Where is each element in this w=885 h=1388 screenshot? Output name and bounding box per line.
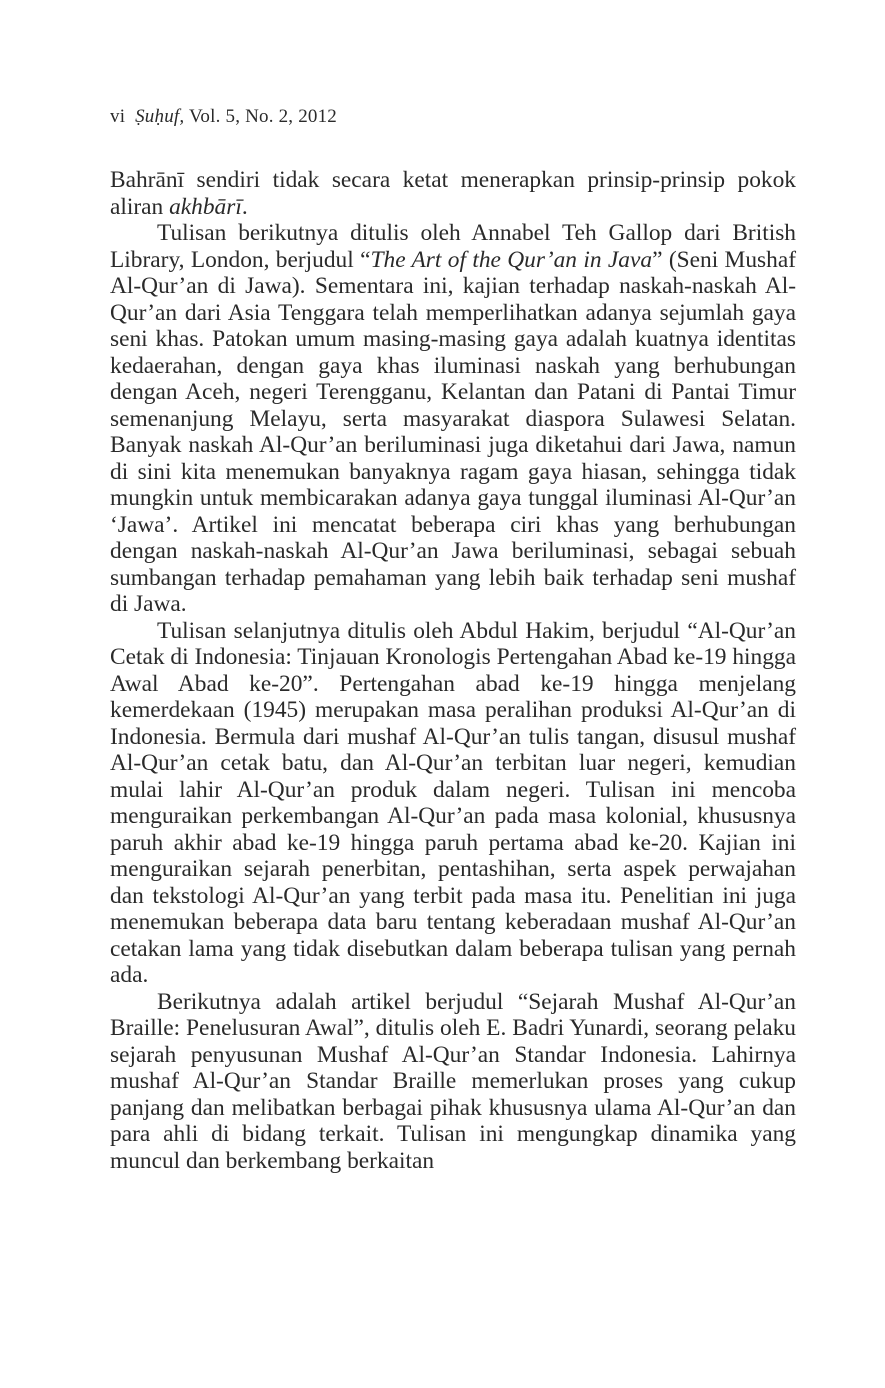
page-number: vi: [110, 106, 126, 127]
journal-issue: Vol. 5, No. 2, 2012: [188, 106, 338, 127]
italic-text: The Art of the Qur’an in Java: [370, 246, 653, 273]
running-header: [110, 106, 337, 128]
text-segment: ” (Seni Mushaf Al-Qur’an di Jawa). Sementara ini, kajian terhadap naskah-naskah Al-Qur’an dari Asia Tenggara telah memperlihatkan adanya sejumlah gaya seni khas. Patokan umum masing-masing gaya adalah kuatnya identitas kedaerahan, dengan gaya khas iluminasi naskah yang berhubungan dengan Aceh, negeri Terengganu, Kelantan dan Patani di Pantai Timur semenanjung Melayu, serta masyarakat diaspora Sulawesi Selatan. Banyak naskah Al-Qur’an beriluminasi juga diketahui dari Jawa, namun di sini kita menemukan banyaknya ragam gaya hiasan, sehingga tidak mungkin untuk membicarakan adanya gaya tunggal iluminasi Al-Qur’an ‘Jawa’. Artikel ini mencatat beberapa ciri khas yang berhubungan dengan naskah-naskah Al-Qur’an Jawa beriluminasi, sebagai sebuah sumbangan terhadap pemahaman yang lebih baik terhadap seni mushaf di Jawa.: [110, 246, 797, 617]
paragraph: [110, 167, 796, 220]
paragraph: [110, 989, 796, 1175]
journal-title: Ṣuḥuf,: [135, 106, 185, 127]
body-text: [110, 167, 796, 1174]
text-segment: Tulisan selanjutnya ditulis oleh Abdul Hakim, berjudul “Al-Qur’an Cetak di Indonesia: Tinjauan Kronologis Pertengahan Abad ke-19 hingga Awal Abad ke-20”. Pertengahan abad ke-19 hingga menjelang kemerdekaan (1945) merupakan masa peralihan produksi Al-Qur’an di Indonesia. Bermula dari mushaf Al-Qur’an tulis tangan, disusul mushaf Al-Qur’an cetak batu, dan Al-Qur’an terbitan luar negeri, kemudian mulai lahir Al-Qur’an produk dalam negeri. Tulisan ini mencoba menguraikan perkembangan Al-Qur’an pada masa kolonial, khususnya paruh akhir abad ke-19 hingga paruh pertama abad ke-20. Kajian ini menguraikan sejarah penerbitan, pentashihan, serta aspek perwajahan dan tekstologi Al-Qur’an yang terbit pada masa itu. Penelitian ini juga menemukan beberapa data baru tentang keberadaan mushaf Al-Qur’an cetakan lama yang tidak disebutkan dalam beberapa tulisan yang pernah ada.: [110, 617, 797, 988]
text-segment: Tulisan berikutnya ditulis oleh Annabel Teh Gallop dari British Library, London, berjudul “: [110, 220, 796, 273]
text-segment: Bahrānī sendiri tidak secara ketat menerapkan prinsip-prinsip pokok aliran: [110, 167, 796, 220]
text-segment: .: [241, 193, 248, 220]
paragraph: [110, 220, 796, 618]
paragraph: [110, 618, 796, 989]
text-segment: Berikutnya adalah artikel berjudul “Sejarah Mushaf Al-Qur’an Braille: Penelusuran Awal”, ditulis oleh E. Badri Yunardi, seorang pelaku sejarah penyusunan Mushaf Al-Qur’an Standar Indonesia. Lahirnya mushaf Al-Qur’an Standar Braille memerlukan proses yang cukup panjang dan melibatkan berbagai pihak khususnya ulama Al-Qur’an dan para ahli di bidang terkait. Tulisan ini mengungkap dinamika yang muncul dan berkembang berkaitan: [110, 988, 796, 1174]
italic-text: akhbārī: [169, 193, 242, 220]
